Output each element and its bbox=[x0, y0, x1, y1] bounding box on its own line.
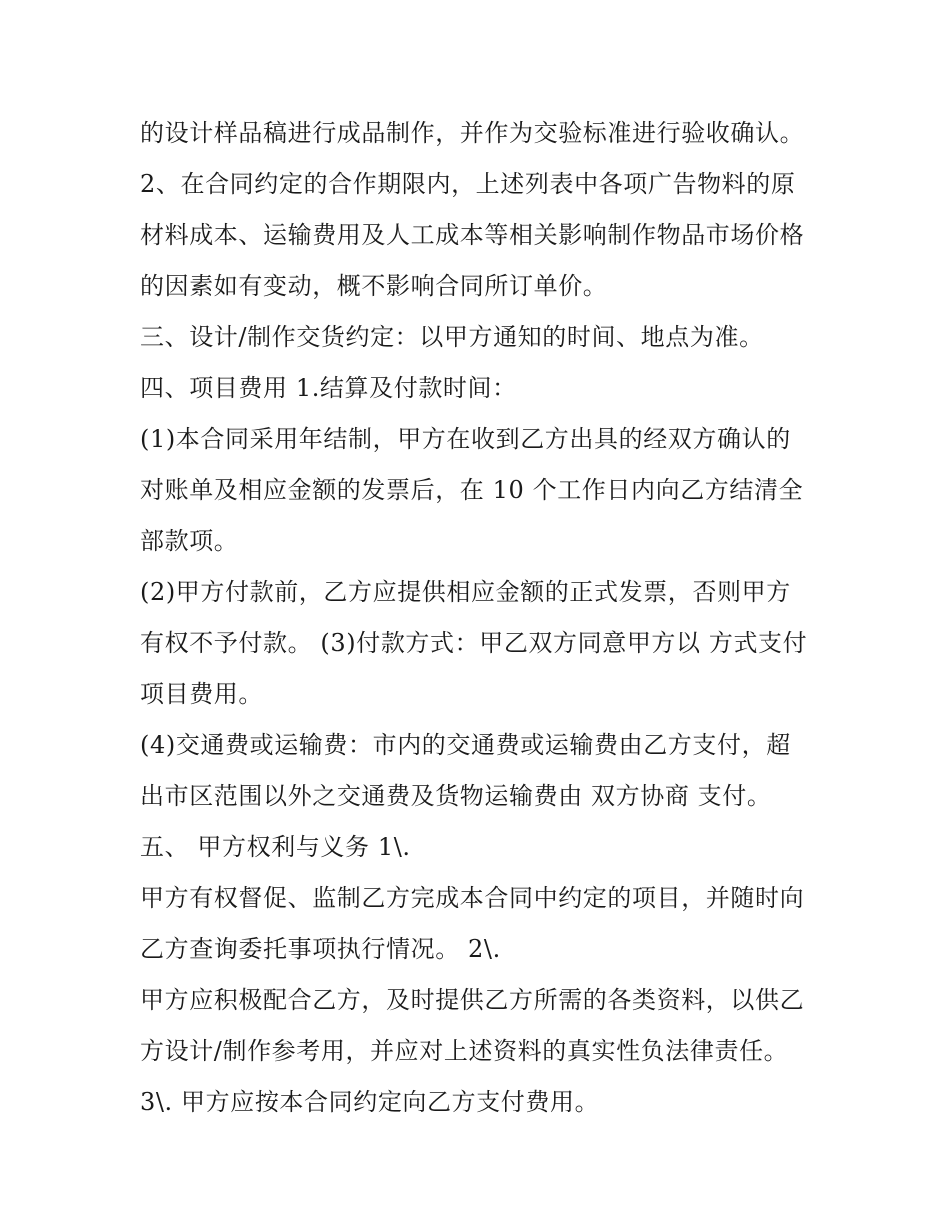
text-line: 三、设计/制作交货约定：以甲方通知的时间、地点为准。 bbox=[140, 323, 764, 351]
text-line: 出市区范围以外之交通费及货物运输费由 双方协商 支付。 bbox=[140, 782, 772, 810]
text-line: 2、在合同约定的合作期限内，上述列表中各项广告物料的原 bbox=[140, 170, 796, 198]
text-line: 3\. 甲方应按本合同约定向乙方支付费用。 bbox=[140, 1088, 600, 1116]
text-line: (2)甲方付款前，乙方应提供相应金额的正式发票，否则甲方 bbox=[140, 578, 791, 606]
text-line: 的因素如有变动，概不影响合同所订单价。 bbox=[140, 272, 608, 300]
text-line: 四、项目费用 1.结算及付款时间： bbox=[140, 374, 517, 402]
text-line: 材料成本、运输费用及人工成本等相关影响制作物品市场价格 bbox=[140, 221, 805, 249]
text-line: 的设计样品稿进行成品制作，并作为交验标准进行验收确认。 bbox=[140, 119, 805, 147]
text-line: 项目费用。 bbox=[140, 680, 263, 708]
text-line: 五、 甲方权利与义务 1\. bbox=[140, 833, 411, 861]
text-line: 部款项。 bbox=[140, 527, 239, 555]
text-line: 甲方有权督促、监制乙方完成本合同中约定的项目，并随时向 bbox=[140, 884, 805, 912]
text-line: 方设计/制作参考用，并应对上述资料的真实性负法律责任。 bbox=[140, 1037, 789, 1065]
text-line: 有权不予付款。 (3)付款方式：甲乙双方同意甲方以 方式支付 bbox=[140, 629, 808, 657]
text-line: 乙方查询委托事项执行情况。 2\. bbox=[140, 935, 501, 963]
text-line: (1)本合同采用年结制，甲方在收到乙方出具的经双方确认的 bbox=[140, 425, 791, 453]
text-line: (4)交通费或运输费：市内的交通费或运输费由乙方支付，超 bbox=[140, 731, 791, 759]
document-body bbox=[140, 108, 830, 1128]
text-line: 对账单及相应金额的发票后，在 10 个工作日内向乙方结清全 bbox=[140, 476, 804, 504]
text-line: 甲方应积极配合乙方，及时提供乙方所需的各类资料，以供乙 bbox=[140, 986, 805, 1014]
